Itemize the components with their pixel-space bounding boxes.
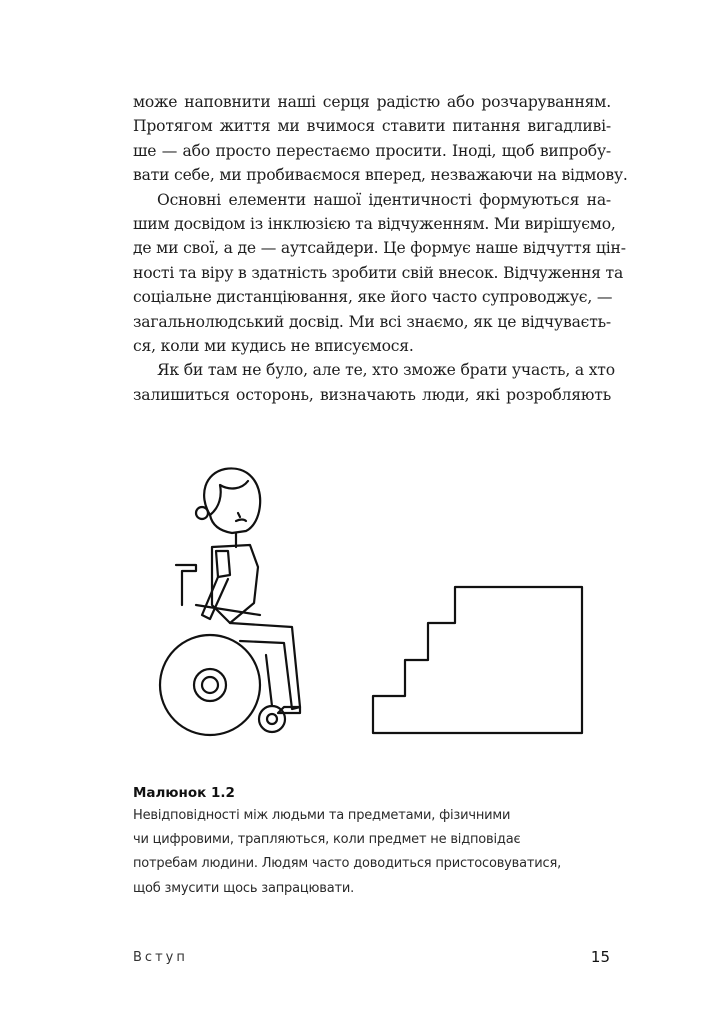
text-line: Основні елементи нашої ідентичності формуються на- xyxy=(157,190,611,209)
text-line: де ми свої, а де — аутсайдери. Це формує наше відчуття цін- xyxy=(133,239,626,258)
page-number: 15 xyxy=(590,948,610,966)
caption-line: потребам людини. Людям часто доводиться пристосовуватися, xyxy=(133,856,562,872)
text-line: вати себе, ми пробиваємося вперед, незважаючи на відмову. xyxy=(133,166,628,185)
text-line: ся, коли ми кудись не вписуємося. xyxy=(133,336,414,355)
caption-line: чи цифровими, трапляються, коли предмет не відповідає xyxy=(133,832,521,848)
wheelchair-and-stairs-illustration xyxy=(150,455,600,745)
figure-caption xyxy=(133,782,613,901)
stairs-icon xyxy=(373,587,582,733)
text-line: Як би там не було, але те, хто зможе брати участь, а хто xyxy=(157,361,615,380)
caption-line: щоб змусити щось запрацювати. xyxy=(133,880,355,896)
running-footer-section: Вступ xyxy=(133,950,188,965)
text-line: може наповнити наші серця радістю або розчаруванням. xyxy=(133,93,611,111)
text-line: ше — або просто перестаємо просити. Іноді, щоб випробу- xyxy=(133,141,611,160)
body-text xyxy=(133,90,628,407)
text-line: Протягом життя ми вчимося ставити питання вигадливі- xyxy=(133,117,611,136)
text-line: залишиться осторонь, визначають люди, які розробляють xyxy=(133,385,611,404)
text-line: загальнолюдський досвід. Ми всі знаємо, як це відчуваєть- xyxy=(133,312,611,331)
text-line: ності та віру в здатність зробити свій внесок. Відчуження та xyxy=(133,263,624,282)
caption-line: Невідповідності між людьми та предметами, фізичними xyxy=(133,808,511,823)
text-line: соціальне дистанціювання, яке його часто супроводжує, — xyxy=(133,288,613,307)
text-line: шим досвідом із інклюзією та відчуженням. Ми вирішуємо, xyxy=(133,214,616,233)
figure-title: Малюнок 1.2 xyxy=(133,785,235,801)
wheelchair-person-icon xyxy=(160,468,300,735)
